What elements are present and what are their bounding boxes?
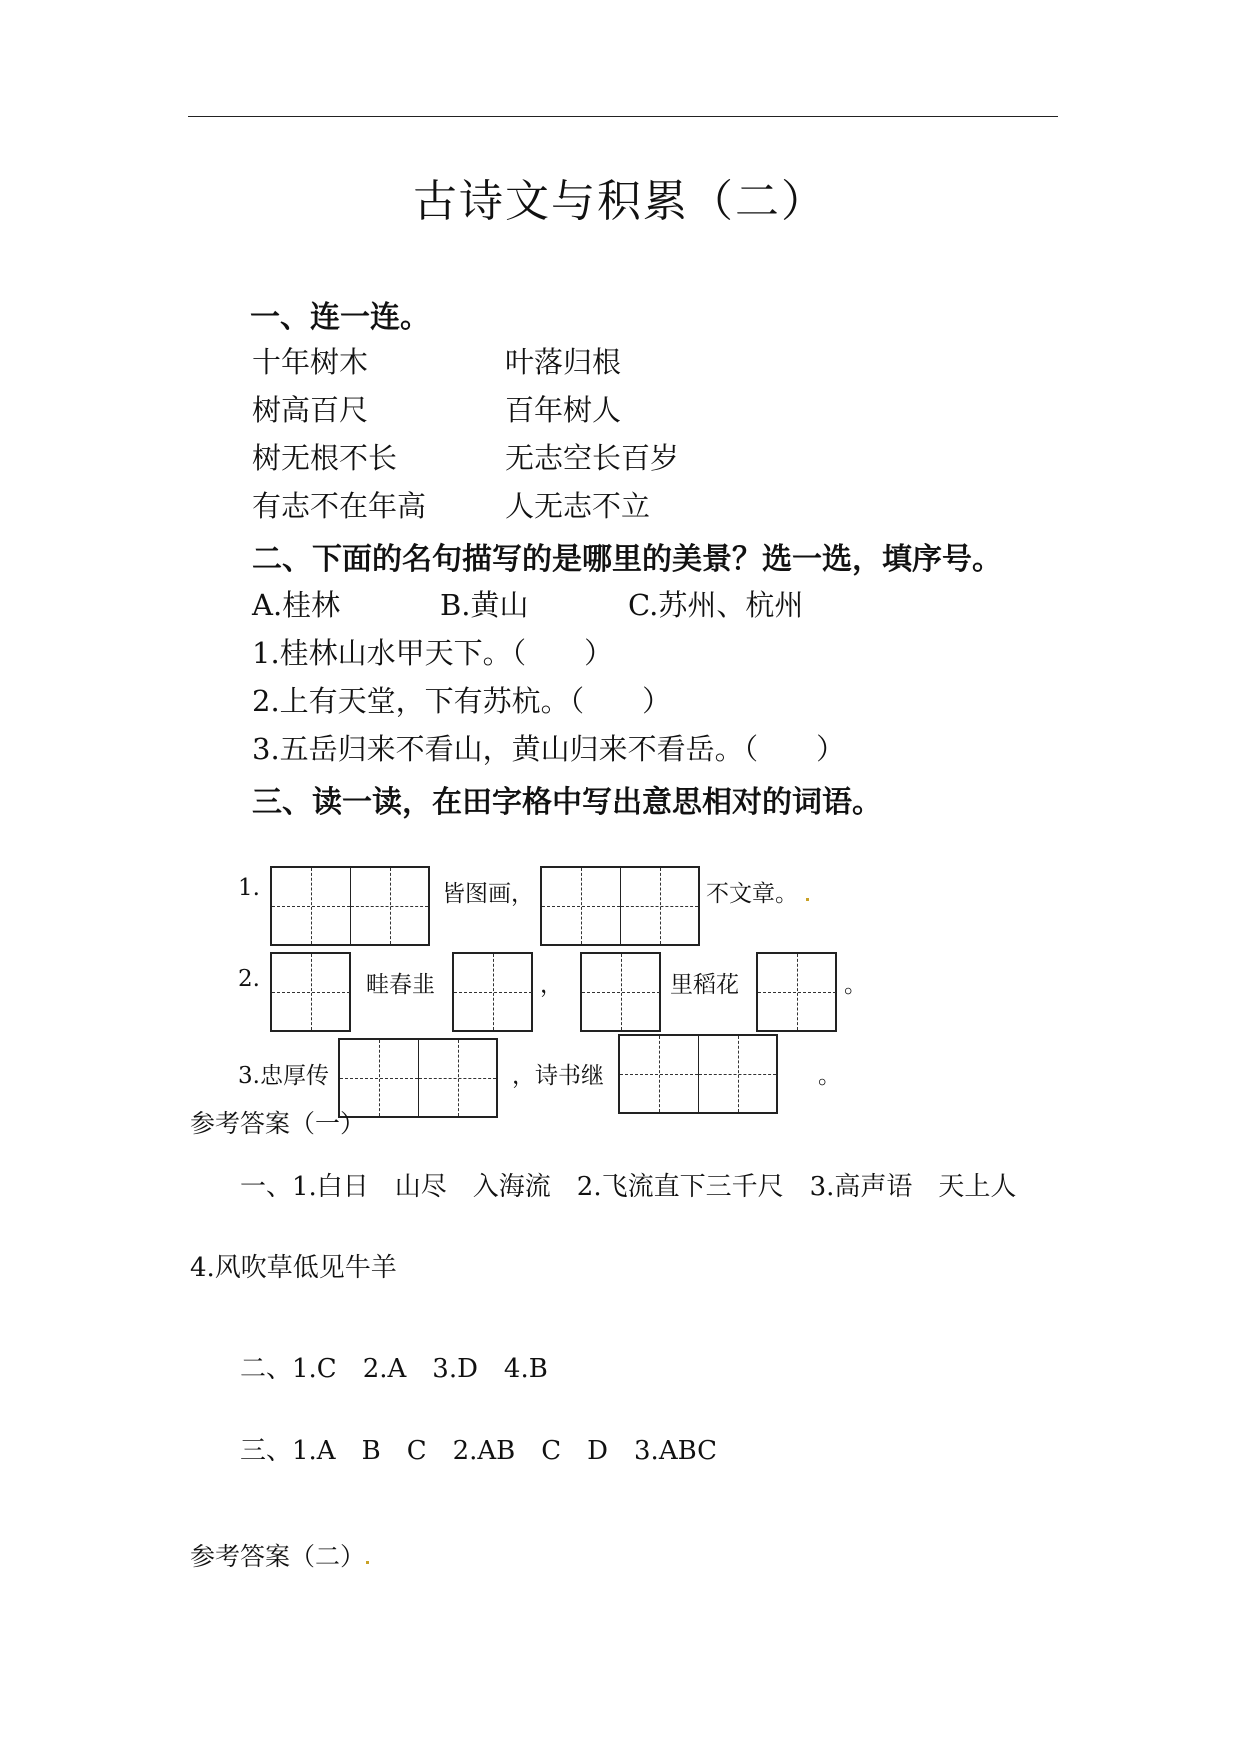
row3-end-text: 。 bbox=[818, 1063, 841, 1089]
answers1-line2: 4.风吹草低见牛羊 bbox=[190, 1253, 397, 1283]
tianzige-grid[interactable] bbox=[756, 952, 837, 1032]
answers1-heading: 参考答案（一） bbox=[190, 1109, 366, 1138]
stray-dot-mark bbox=[366, 1561, 369, 1564]
row3-middle-text: ，诗书继 bbox=[512, 1063, 604, 1089]
row1-number: 1. bbox=[238, 875, 260, 901]
answers2-heading: 参考答案（二） bbox=[190, 1542, 366, 1571]
match-right-2: 百年树人 bbox=[505, 393, 622, 427]
section3-heading: 三、读一读，在田字格中写出意思相对的词语。 bbox=[252, 785, 882, 820]
answers1-line3: 二、1.C 2.A 3.D 4.B bbox=[240, 1354, 548, 1384]
match-right-3: 无志空长百岁 bbox=[505, 441, 680, 475]
option-b: B.黄山 bbox=[440, 588, 529, 622]
answers1-line1: 一、1.白日 山尽 入海流 2.飞流直下三千尺 3.高声语 天上人 bbox=[240, 1172, 1017, 1202]
tianzige-grid[interactable] bbox=[270, 866, 430, 946]
row3-lead-text: 3.忠厚传 bbox=[238, 1063, 329, 1089]
stray-dot-mark bbox=[806, 898, 809, 901]
tianzige-grid[interactable] bbox=[580, 952, 661, 1032]
match-left-4: 有志不在年高 bbox=[252, 489, 427, 523]
match-left-2: 树高百尺 bbox=[252, 393, 369, 427]
option-c: C.苏州、杭州 bbox=[628, 588, 804, 622]
tianzige-grid[interactable] bbox=[270, 952, 351, 1032]
section1-heading: 一、连一连。 bbox=[250, 300, 430, 335]
question-1: 1.桂林山水甲天下。（ ） bbox=[252, 636, 614, 670]
row2-text-2: 里稻花 bbox=[670, 972, 739, 998]
row2-end-text: 。 bbox=[844, 972, 867, 998]
question-3: 3.五岳归来不看山，黄山归来不看岳。（ ） bbox=[252, 732, 846, 766]
question-2: 2.上有天堂，下有苏杭。（ ） bbox=[252, 684, 672, 718]
row2-separator: ， bbox=[540, 972, 563, 998]
section2-heading: 二、下面的名句描写的是哪里的美景？选一选，填序号。 bbox=[252, 542, 1002, 577]
tianzige-grid[interactable] bbox=[618, 1034, 778, 1114]
match-left-1: 十年树木 bbox=[252, 345, 369, 379]
match-right-4: 人无志不立 bbox=[505, 489, 651, 523]
header-rule bbox=[188, 116, 1058, 117]
tianzige-grid[interactable] bbox=[452, 952, 533, 1032]
match-right-1: 叶落归根 bbox=[505, 345, 622, 379]
row1-end-text: 不文章。 bbox=[706, 881, 798, 907]
option-a: A.桂林 bbox=[252, 588, 341, 622]
row2-number: 2. bbox=[238, 966, 260, 992]
page-title: 古诗文与积累（二） bbox=[413, 176, 827, 227]
row1-middle-text: 皆图画， bbox=[442, 881, 534, 907]
tianzige-grid[interactable] bbox=[540, 866, 700, 946]
match-left-3: 树无根不长 bbox=[252, 441, 398, 475]
answers1-line4: 三、1.A B C 2.AB C D 3.ABC bbox=[240, 1436, 718, 1466]
row2-text-1: 畦春韭 bbox=[366, 972, 435, 998]
